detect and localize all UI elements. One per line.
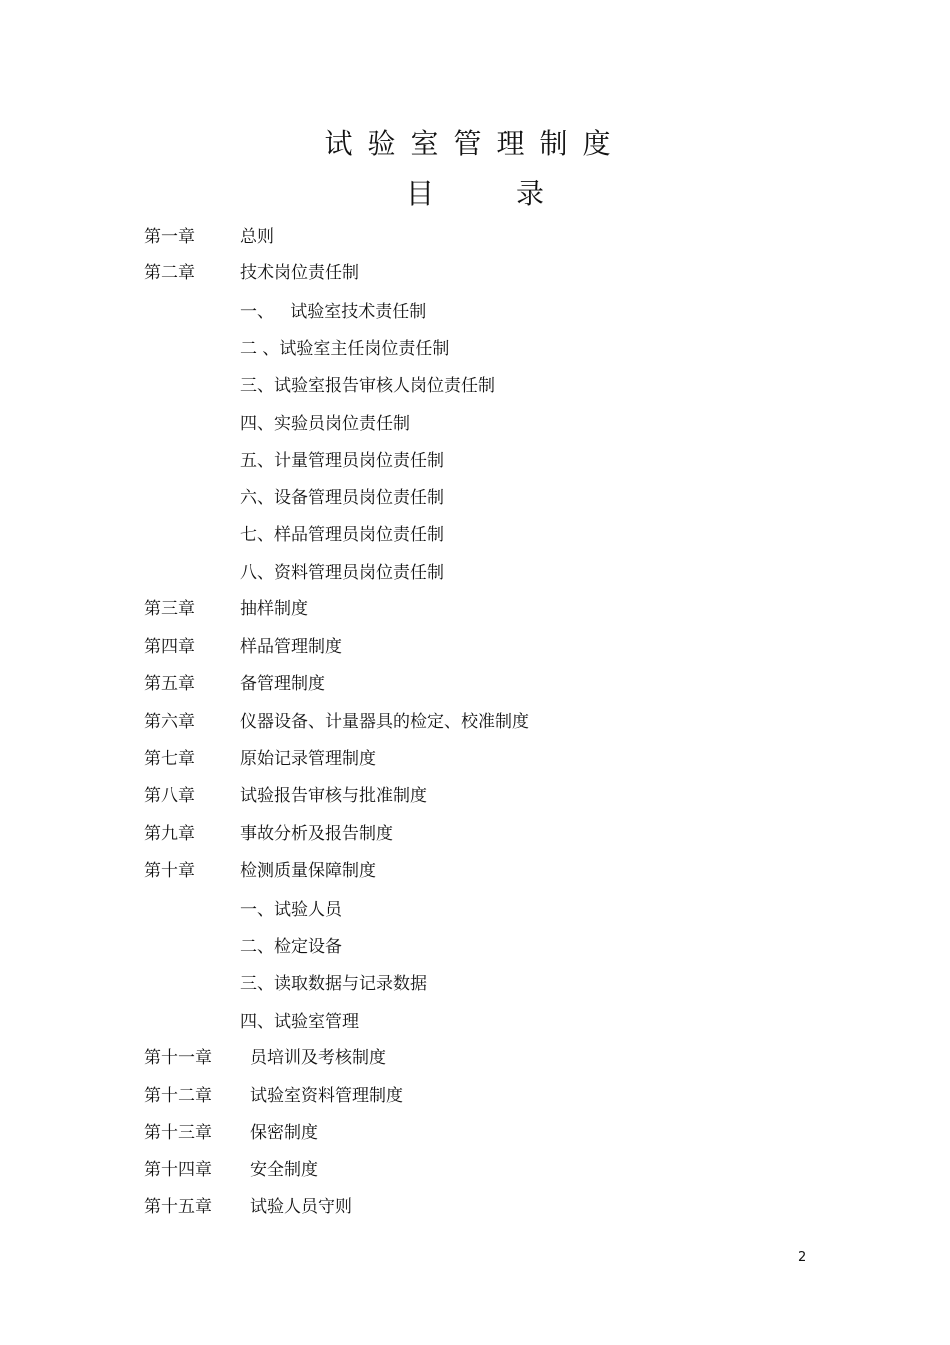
toc-chapter-number: 第五章 bbox=[144, 674, 195, 694]
toc-entry-text: 总则 bbox=[240, 227, 274, 247]
toc-entry-text: 四、实验员岗位责任制 bbox=[240, 414, 410, 434]
toc-entry-text: 保密制度 bbox=[250, 1123, 318, 1143]
toc-entry-text: 四、试验室管理 bbox=[240, 1012, 359, 1032]
toc-chapter-number: 第二章 bbox=[144, 263, 195, 283]
toc-chapter-number: 第七章 bbox=[144, 749, 195, 769]
toc-entry-text: 一、 试验室技术责任制 bbox=[240, 302, 427, 322]
toc-entry-text: 一、试验人员 bbox=[240, 900, 342, 920]
page-number: 2 bbox=[798, 1250, 807, 1265]
toc-chapter-number: 第十五章 bbox=[144, 1197, 212, 1217]
toc-entry-text: 技术岗位责任制 bbox=[240, 263, 359, 283]
toc-entry-text: 员培训及考核制度 bbox=[250, 1048, 386, 1068]
toc-entry-text: 备管理制度 bbox=[240, 674, 325, 694]
toc-chapter-number: 第十三章 bbox=[144, 1123, 212, 1143]
toc-chapter-number: 第十四章 bbox=[144, 1160, 212, 1180]
toc-entry-text: 试验报告审核与批准制度 bbox=[240, 786, 427, 806]
toc-entry-text: 安全制度 bbox=[250, 1160, 318, 1180]
toc-chapter-number: 第八章 bbox=[144, 786, 195, 806]
toc-entry-text: 七、样品管理员岗位责任制 bbox=[240, 525, 444, 545]
page-title: 试验室管理制度 bbox=[324, 127, 626, 160]
toc-heading-char-1: 目 bbox=[405, 177, 434, 210]
toc-chapter-number: 第十一章 bbox=[144, 1048, 212, 1068]
toc-chapter-number: 第一章 bbox=[144, 227, 195, 247]
toc-entry-text: 试验人员守则 bbox=[250, 1197, 352, 1217]
toc-entry-text: 检测质量保障制度 bbox=[240, 861, 376, 881]
toc-chapter-number: 第十二章 bbox=[144, 1086, 212, 1106]
toc-chapter-number: 第四章 bbox=[144, 637, 195, 657]
toc-entry-text: 原始记录管理制度 bbox=[240, 749, 376, 769]
toc-chapter-number: 第三章 bbox=[144, 599, 195, 619]
toc-entry-text: 事故分析及报告制度 bbox=[240, 824, 393, 844]
toc-chapter-number: 第六章 bbox=[144, 712, 195, 732]
toc-entry-text: 试验室资料管理制度 bbox=[250, 1086, 403, 1106]
toc-entry-text: 三、读取数据与记录数据 bbox=[240, 974, 427, 994]
toc-heading bbox=[0, 172, 950, 212]
toc-chapter-number: 第十章 bbox=[144, 861, 195, 881]
toc-entry-text: 抽样制度 bbox=[240, 599, 308, 619]
toc-entry-text: 五、计量管理员岗位责任制 bbox=[240, 451, 444, 471]
toc-entry-text: 六、设备管理员岗位责任制 bbox=[240, 488, 444, 508]
toc-entry-text: 样品管理制度 bbox=[240, 637, 342, 657]
toc-entry-text: 二 、试验室主任岗位责任制 bbox=[240, 339, 450, 359]
toc-chapter-number: 第九章 bbox=[144, 824, 195, 844]
toc-entry-text: 二、检定设备 bbox=[240, 937, 342, 957]
toc-entry-text: 三、试验室报告审核人岗位责任制 bbox=[240, 376, 495, 396]
toc-entry-text: 仪器设备、计量器具的检定、校准制度 bbox=[240, 712, 529, 732]
toc-heading-char-2: 录 bbox=[516, 177, 545, 210]
toc-entry-text: 八、资料管理员岗位责任制 bbox=[240, 563, 444, 583]
